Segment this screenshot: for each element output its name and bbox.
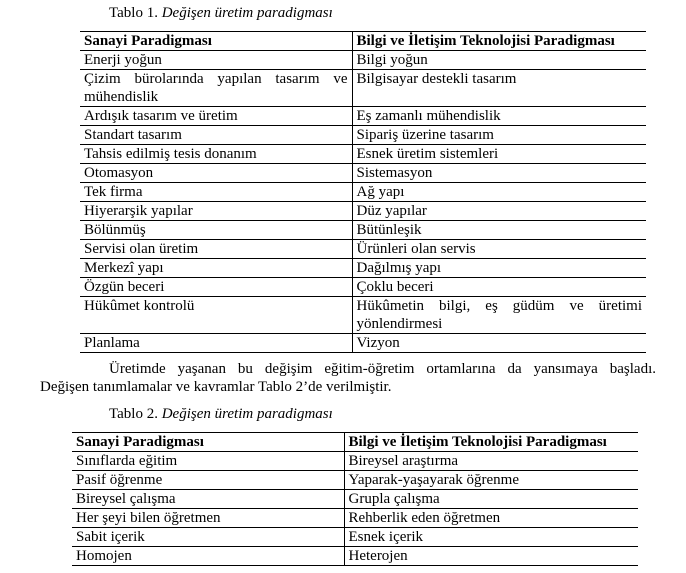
table2-header-row — [72, 433, 638, 452]
table1-header-col1: Sanayi Paradigması — [80, 32, 352, 51]
table1-cell-col2: Hükûmetin bilgi, eş güdüm ve üretimi yönlendirmesi — [352, 297, 646, 334]
table1-row — [80, 240, 646, 259]
table2-caption — [109, 405, 333, 423]
table1 — [80, 31, 646, 353]
table2-cell-col2: Esnek içerik — [344, 528, 638, 547]
table1-row — [80, 183, 646, 202]
table1-cell-col2: Ağ yapı — [352, 183, 646, 202]
table2-row — [72, 528, 638, 547]
table1-caption-prefix: Tablo 1. — [109, 5, 158, 21]
table1-cell-col2: Eş zamanlı mühendislik — [352, 107, 646, 126]
table1-cell-col2: Bilgisayar destekli tasarım — [352, 70, 646, 107]
table2-cell-col1: Homojen — [72, 547, 344, 566]
table2-cell-col2: Grupla çalışma — [344, 490, 638, 509]
table1-cell-col1: Planlama — [80, 334, 352, 353]
table1-cell-col1: Hiyerarşik yapılar — [80, 202, 352, 221]
table1-row — [80, 297, 646, 334]
table1-header-row — [80, 32, 646, 51]
table1-row — [80, 334, 646, 353]
table1-cell-col1: Servisi olan üretim — [80, 240, 352, 259]
table1-cell-col1: Bölünmüş — [80, 221, 352, 240]
table1-cell-col2: Bilgi yoğun — [352, 51, 646, 70]
table2-cell-col1: Her şeyi bilen öğretmen — [72, 509, 344, 528]
paragraph-line2: Değişen tanımlamalar ve kavramlar Tablo 2’de verilmiştir. — [40, 379, 392, 395]
table1-row — [80, 126, 646, 145]
table1-cell-col1: Hükûmet kontrolü — [80, 297, 352, 334]
table1-row — [80, 278, 646, 297]
table1-cell-col1: Ardışık tasarım ve üretim — [80, 107, 352, 126]
table1-cell-col2: Çoklu beceri — [352, 278, 646, 297]
table1-row — [80, 164, 646, 183]
table2-cell-col2: Bireysel araştırma — [344, 452, 638, 471]
table2 — [72, 432, 638, 566]
table1-header-col2: Bilgi ve İletişim Teknolojisi Paradigması — [352, 32, 646, 51]
table2-cell-col1: Sınıflarda eğitim — [72, 452, 344, 471]
table1-cell-col2: Vizyon — [352, 334, 646, 353]
table2-caption-title: Değişen üretim paradigması — [161, 406, 333, 422]
table1-cell-col1: Standart tasarım — [80, 126, 352, 145]
table1-row — [80, 107, 646, 126]
table2-cell-col2: Heterojen — [344, 547, 638, 566]
table1-row — [80, 70, 646, 107]
table1-cell-col1: Enerji yoğun — [80, 51, 352, 70]
table2-header-col2: Bilgi ve İletişim Teknolojisi Paradigması — [344, 433, 638, 452]
table2-cell-col1: Pasif öğrenme — [72, 471, 344, 490]
table1-row — [80, 145, 646, 164]
table1-cell-col2: Sipariş üzerine tasarım — [352, 126, 646, 145]
table2-row — [72, 471, 638, 490]
table1-caption-title: Değişen üretim paradigması — [161, 5, 333, 21]
table1-cell-col2: Bütünleşik — [352, 221, 646, 240]
paragraph-line1: Üretimde yaşanan bu değişim eğitim-öğretim ortamlarına da yansımaya başladı. — [109, 361, 656, 377]
table1-row — [80, 202, 646, 221]
table1-cell-col2: Esnek üretim sistemleri — [352, 145, 646, 164]
table2-cell-col1: Sabit içerik — [72, 528, 344, 547]
table1-row — [80, 259, 646, 278]
table2-caption-prefix: Tablo 2. — [109, 406, 158, 422]
table2-cell-col1: Bireysel çalışma — [72, 490, 344, 509]
table1-cell-col1: Tek firma — [80, 183, 352, 202]
table1-cell-col2: Düz yapılar — [352, 202, 646, 221]
table1-cell-col2: Sistemasyon — [352, 164, 646, 183]
table2-cell-col2: Yaparak-yaşayarak öğrenme — [344, 471, 638, 490]
table2-row — [72, 547, 638, 566]
table1-cell-col1: Merkezî yapı — [80, 259, 352, 278]
table1-caption — [109, 4, 333, 22]
table1-cell-col1: Özgün beceri — [80, 278, 352, 297]
table1-cell-col1: Çizim bürolarında yapılan tasarım ve mühendislik — [80, 70, 352, 107]
table1-cell-col1: Otomasyon — [80, 164, 352, 183]
table1-cell-col2: Ürünleri olan servis — [352, 240, 646, 259]
table1-cell-col1: Tahsis edilmiş tesis donanım — [80, 145, 352, 164]
table2-cell-col2: Rehberlik eden öğretmen — [344, 509, 638, 528]
body-paragraph — [40, 360, 656, 396]
table2-row — [72, 509, 638, 528]
table2-row — [72, 452, 638, 471]
table1-row — [80, 51, 646, 70]
table2-row — [72, 490, 638, 509]
table1-row — [80, 221, 646, 240]
table1-cell-col2: Dağılmış yapı — [352, 259, 646, 278]
table2-header-col1: Sanayi Paradigması — [72, 433, 344, 452]
